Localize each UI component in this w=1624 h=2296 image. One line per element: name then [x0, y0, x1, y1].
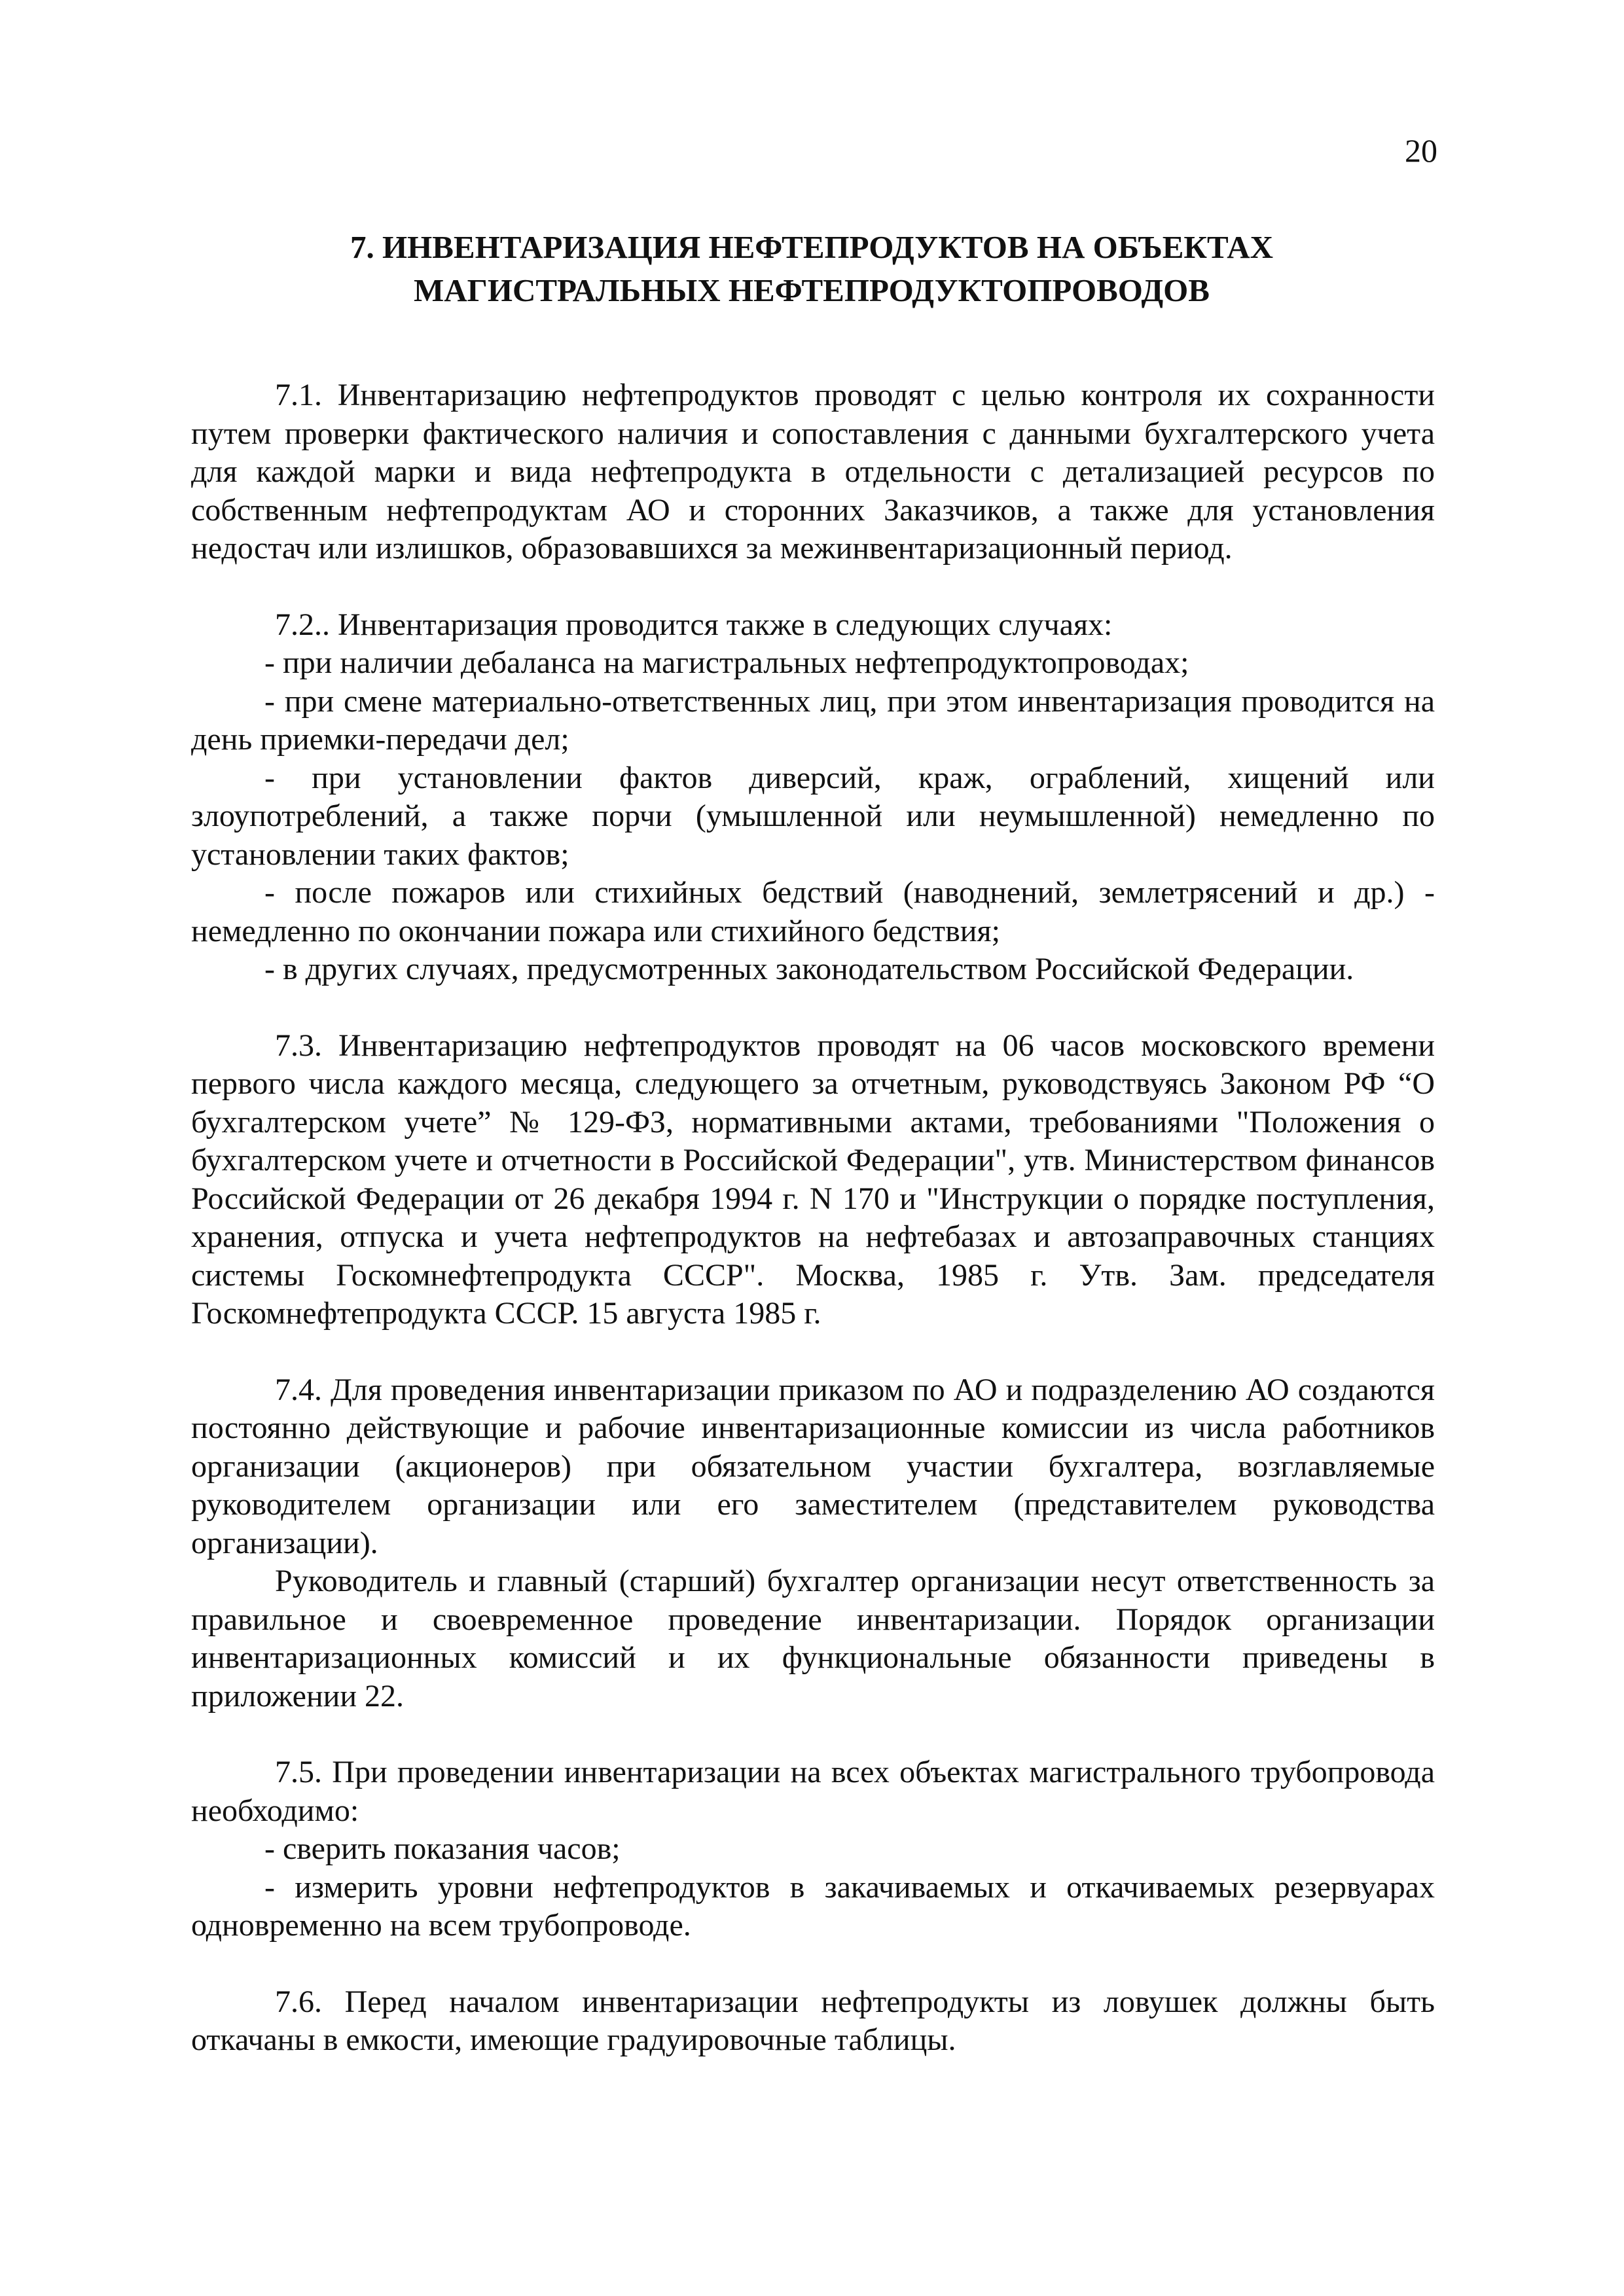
section-7-4	[191, 1371, 1435, 1716]
page-number: 20	[1405, 132, 1437, 169]
list-item: - измерить уровни нефтепродуктов в закачиваемых и откачиваемых резервуарах одновременно на всем трубопроводе.	[191, 1869, 1435, 1943]
list-item: - при смене материально-ответственных лиц, при этом инвентаризация проводится на день приемки-передачи дел;	[191, 683, 1435, 757]
heading-line-1: 7. ИНВЕНТАРИЗАЦИЯ НЕФТЕПРОДУКТОВ НА ОБЪЕКТАХ	[350, 229, 1273, 265]
paragraph-7-4: 7.4. Для проведения инвентаризации приказом по АО и подразделению АО создаются постоянно действующие и рабочие инвентаризационные комиссии из числа работников организации (акционеров) при обязательном участии бухгалтера, возглавляемые руководителем организации или его заместителем (представителем руководства организации).	[191, 1372, 1435, 1560]
section-7-5	[191, 1753, 1435, 1945]
list-item: - при наличии дебаланса на магистральных нефтепродуктопроводах;	[264, 645, 1189, 680]
list-item: - после пожаров или стихийных бедствий (наводнений, землетрясений и др.) - немедленно по окончании пожара или стихийного бедствия;	[191, 875, 1435, 948]
section-heading	[196, 226, 1427, 312]
paragraph-7-1: 7.1. Инвентаризацию нефтепродуктов проводят с целью контроля их сохранности путем проверки фактического наличия и сопоставления с данными бухгалтерского учета для каждой марки и вида нефтепродукта в отдельности с детализацией ресурсов по собственным нефтепродуктам АО и сторонних Заказчиков, а также для установления недостач или излишков, образовавшихся за межинвентаризационный период.	[191, 378, 1435, 565]
paragraph-7-6: 7.6. Перед началом инвентаризации нефтепродукты из ловушек должны быть откачаны в емкости, имеющие градуировочные таблицы.	[191, 1984, 1435, 2057]
paragraph-7-5-intro: 7.5. При проведении инвентаризации на всех объектах магистрального трубопровода необходимо:	[191, 1755, 1435, 1828]
list-item: - сверить показания часов;	[264, 1831, 621, 1866]
heading-line-2: МАГИСТРАЛЬНЫХ НЕФТЕПРОДУКТОПРОВОДОВ	[414, 272, 1210, 308]
paragraph-7-2-intro: 7.2.. Инвентаризация проводится также в следующих случаях:	[275, 607, 1113, 642]
section-7-2	[191, 606, 1435, 989]
paragraph-7-3: 7.3. Инвентаризацию нефтепродуктов проводят на 06 часов московского времени первого числа каждого месяца, следующего за отчетным, руководствуясь Законом РФ “О бухгалтерском учете” № 129-ФЗ, нормативными актами, требованиями "Положения о бухгалтерском учете и отчетности в Российской Федерации", утв. Министерством финансов Российской Федерации от 26 декабря 1994 г. N 170 и "Инструкции о порядке поступления, хранения, отпуска и учета нефтепродуктов на нефтебазах и автозаправочных станциях системы Госкомнефтепродукта СССР". Москва, 1985 г. Утв. Зам. председателя Госкомнефтепродукта СССР. 15 августа 1985 г.	[191, 1028, 1435, 1331]
list-item: - в других случаях, предусмотренных законодательством Российской Федерации.	[264, 952, 1354, 986]
list-item: - при установлении фактов диверсий, краж, ограблений, хищений или злоупотреблений, а также порчи (умышленной или неумышленной) немедленно по установлении таких фактов;	[191, 760, 1435, 872]
document-body	[191, 376, 1435, 2060]
paragraph-7-4-responsibility: Руководитель и главный (старший) бухгалтер организации несут ответственность за правильное и своевременное проведение инвентаризации. Порядок организации инвентаризационных комиссий и их функциональные обязанности приведены в приложении 22.	[191, 1564, 1435, 1713]
